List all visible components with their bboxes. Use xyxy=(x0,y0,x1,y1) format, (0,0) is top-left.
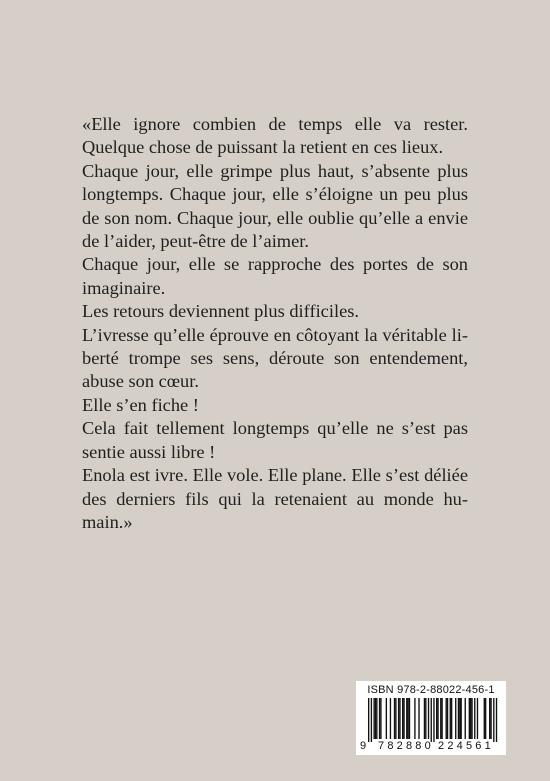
back-cover-blurb xyxy=(82,113,468,534)
barcode-bar xyxy=(380,698,381,739)
blurb-paragraph: «Elle ignore combien de temps elle va rester. Quelque chose de puissant la retient en ces lieux. xyxy=(82,114,468,158)
barcode-bar xyxy=(407,698,408,739)
barcode-bar xyxy=(447,698,448,739)
barcode-bar xyxy=(437,698,438,739)
blurb-paragraph: Chaque jour, elle grimpe plus haut, s’absente plus longtemps. Chaque jour, elle s’éloigne un peu plus de son nom. Chaque jour, elle oublie qu’elle a envie de l’aider, peut-être de l’aimer. xyxy=(82,160,468,252)
barcode-bar xyxy=(458,698,459,739)
barcode-bar xyxy=(459,698,460,739)
barcode-bar xyxy=(379,698,380,739)
barcode-guard-bar xyxy=(493,698,494,742)
blurb-paragraph: Les retours deviennent plus difficiles. xyxy=(82,301,359,322)
barcode-guard-bar xyxy=(371,698,372,742)
barcode-bar xyxy=(450,698,451,739)
barcode-bars xyxy=(356,698,506,742)
barcode-bar xyxy=(455,698,456,739)
barcode-bar xyxy=(485,698,486,739)
barcode-bar xyxy=(403,698,404,739)
barcode-bar xyxy=(425,698,426,739)
barcode-bar xyxy=(436,698,437,739)
barcode-bar xyxy=(484,698,485,739)
barcode-guard-bar xyxy=(431,698,432,742)
barcode-bar xyxy=(373,698,374,739)
barcode-bar xyxy=(477,698,478,739)
barcode-bar xyxy=(451,698,452,739)
barcode-bar xyxy=(409,698,410,739)
barcode-bar xyxy=(441,698,442,739)
barcode-right-digits: 224561 xyxy=(438,740,494,752)
barcode-bar xyxy=(395,698,396,739)
barcode-bar xyxy=(465,698,466,739)
barcode-bar xyxy=(406,698,407,739)
blurb-paragraph: Cela fait tellement longtemps qu’elle ne s’est pas sentie aussi libre ! xyxy=(82,418,468,462)
barcode-bar xyxy=(424,698,425,739)
barcode-bar xyxy=(460,698,461,739)
barcode-digits xyxy=(356,740,506,754)
barcode-bar xyxy=(428,698,429,739)
barcode-bar xyxy=(376,698,377,739)
barcode-bar xyxy=(489,698,490,739)
barcode-first-digit: 9 xyxy=(360,740,367,752)
barcode-bar xyxy=(394,698,395,739)
barcode-bar xyxy=(375,698,376,739)
barcode-bar xyxy=(471,698,472,739)
isbn-barcode xyxy=(356,681,506,755)
barcode-bar xyxy=(470,698,471,739)
barcode-bar xyxy=(490,698,491,739)
barcode-bar xyxy=(440,698,441,739)
blurb-paragraph: L’ivresse qu’elle éprouve en côtoyant la véritable liberté trompe ses sens, déroute son entendement, abuse son cœur. xyxy=(82,324,468,392)
barcode-guard-bar xyxy=(433,698,434,742)
blurb-paragraph: Enola est ivre. Elle vole. Elle plane. Elle s’est déliée des derniers fils qui la retenaient au monde humain.» xyxy=(82,465,468,532)
barcode-guard-bar xyxy=(368,698,369,742)
barcode-bar xyxy=(390,698,391,739)
barcode-guard-bar xyxy=(496,698,497,742)
blurb-paragraph: Elle s’en fiche ! xyxy=(82,394,199,415)
isbn-label: ISBN 978-2-88022-456-1 xyxy=(367,684,495,696)
barcode-bar xyxy=(474,698,475,739)
barcode-bar xyxy=(446,698,447,739)
barcode-left-digits: 782880 xyxy=(378,740,434,752)
barcode-bar xyxy=(418,698,419,739)
barcode-bar xyxy=(386,698,387,739)
barcode-bar xyxy=(414,698,415,739)
barcode-bar xyxy=(398,698,399,739)
barcode-bar xyxy=(402,698,403,739)
barcode-bar xyxy=(469,698,470,739)
blurb-paragraph: Chaque jour, elle se rapproche des portes de son imaginaire. xyxy=(82,254,468,298)
barcode-bar xyxy=(399,698,400,739)
